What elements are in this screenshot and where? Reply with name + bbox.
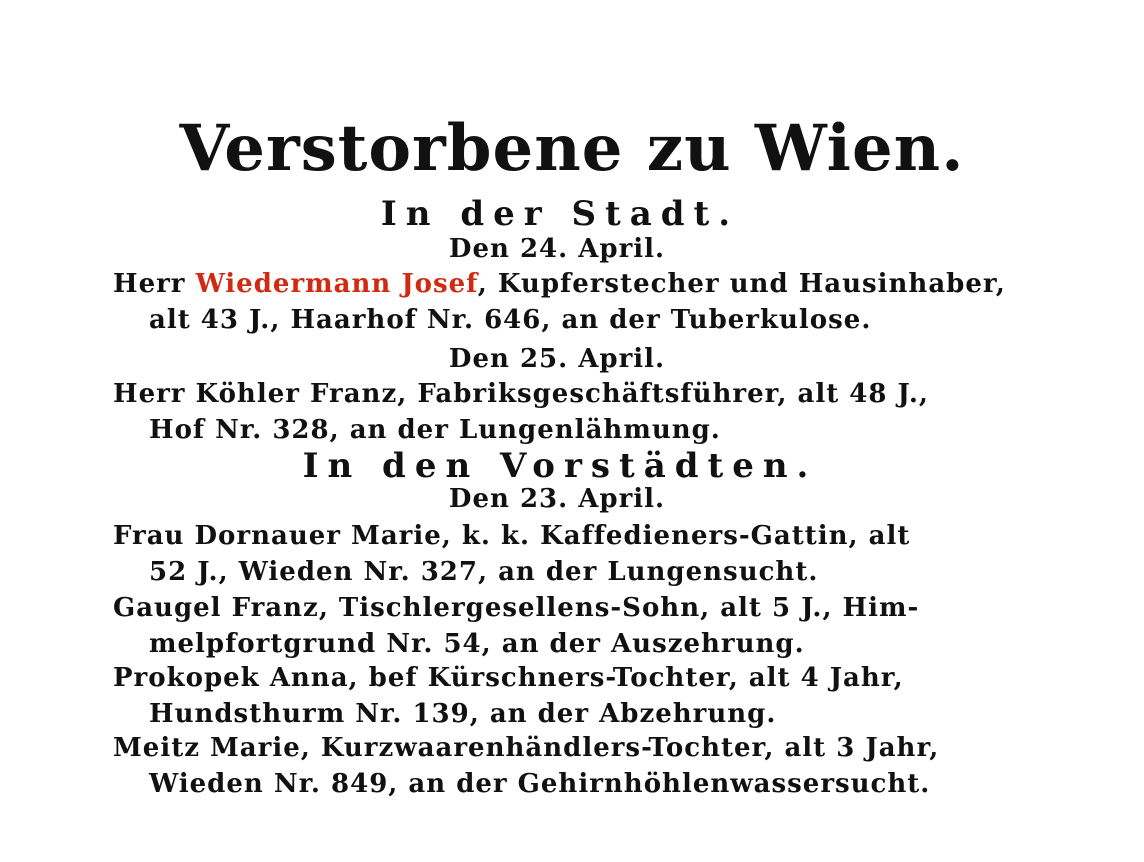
death-notice: [113, 266, 1033, 338]
notice-prefix: Herr: [113, 269, 196, 299]
death-notice: [113, 660, 1033, 732]
death-notice-line: Frau Dornauer Marie, k. k. Kaffedieners-Gattin, alt: [113, 521, 911, 551]
death-notice-continuation: alt 43 J., Haarhof Nr. 646, an der Tuberkulose.: [149, 305, 872, 335]
highlighted-name: Wiedermann Josef: [195, 269, 478, 299]
date-heading: Den 23. April.: [448, 484, 666, 514]
death-notice-continuation: 52 J., Wieden Nr. 327, an der Lungensucht.: [149, 557, 819, 587]
death-notice-line: Meitz Marie, Kurzwaarenhändlers-Tochter, alt 3 Jahr,: [113, 733, 940, 763]
death-notice-line: Gaugel Franz, Tischlergesellens-Sohn, alt 5 J., Him-: [113, 593, 920, 623]
death-notice: [113, 518, 1033, 590]
death-notice-continuation: Wieden Nr. 849, an der Gehirnhöhlenwassersucht.: [149, 769, 931, 799]
section-heading-stadt: In der Stadt.: [380, 194, 740, 234]
section-heading-vorstaedte: In den Vorstädten.: [302, 446, 818, 486]
death-notice-continuation: Hundsthurm Nr. 139, an der Abzehrung.: [149, 699, 777, 729]
death-notice-line: Prokopek Anna, bef Kürschners-Tochter, alt 4 Jahr,: [113, 663, 904, 693]
death-notice: [113, 590, 1033, 662]
death-notice-continuation: Hof Nr. 328, an der Lungenlähmung.: [149, 415, 721, 445]
death-notice-line: Herr Köhler Franz, Fabriksgeschäftsführer, alt 48 J.,: [113, 379, 929, 409]
date-heading: Den 25. April.: [448, 344, 666, 374]
page-title: Verstorbene zu Wien.: [179, 111, 965, 186]
death-notice: [113, 376, 1033, 448]
death-notice-line: [113, 266, 1033, 302]
death-notice-continuation: melpfortgrund Nr. 54, an der Auszehrung.: [149, 629, 805, 659]
death-notice: [113, 730, 1033, 802]
date-heading: Den 24. April.: [448, 234, 666, 264]
notice-text: , Kupferstecher und Hausinhaber,: [477, 269, 1006, 299]
